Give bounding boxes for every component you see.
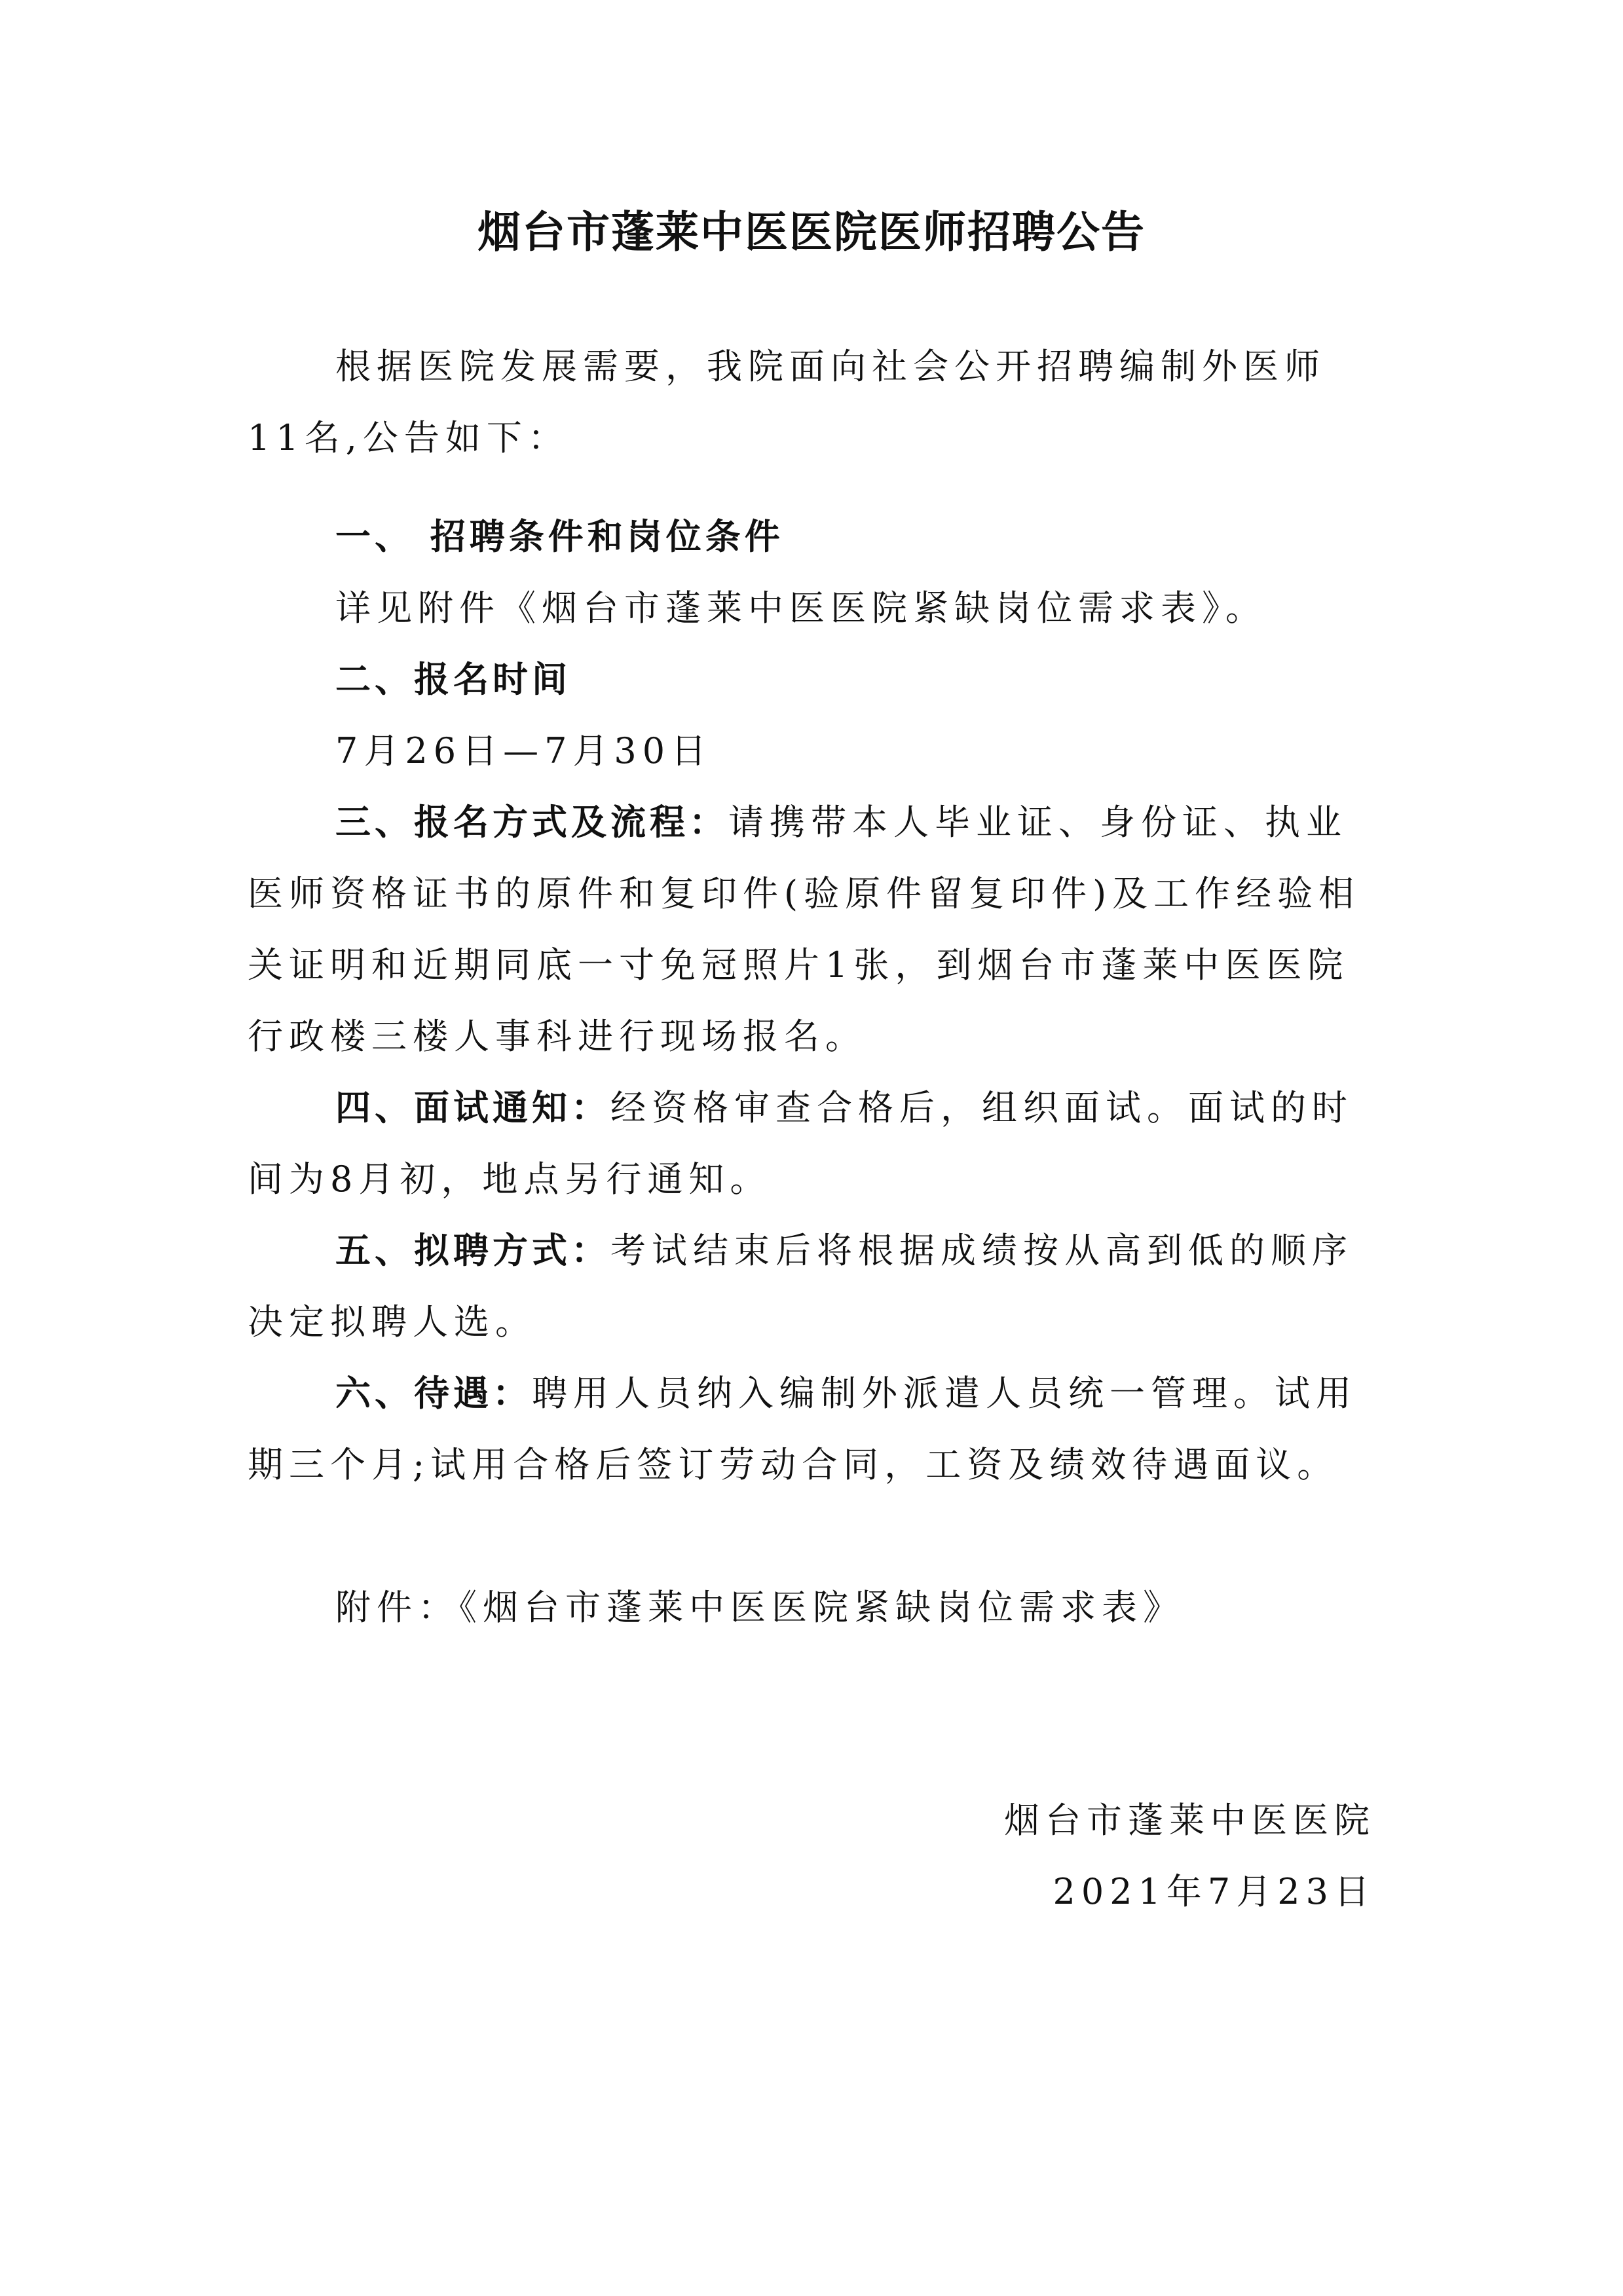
attachment-line: 附件：《烟台市蓬莱中医医院紧缺岗位需求表》: [335, 1587, 1184, 1628]
intro-paragraph: 根据医院发展需要，我院面向社会公开招聘编制外医师11名,公告如下：: [248, 346, 1326, 458]
section-6-paragraph: [248, 1358, 1375, 1500]
section-3-paragraph: [248, 787, 1375, 1072]
section-5-paragraph: [248, 1215, 1375, 1358]
section-5-body: 考试结束后将根据成绩按从高到低的顺序决定拟聘人选。: [248, 1230, 1353, 1342]
signature-organization: 烟台市蓬莱中医医院: [1004, 1800, 1375, 1841]
section-4-heading: 四、面试通知：: [335, 1087, 610, 1128]
section-3-body: 请携带本人毕业证、身份证、执业医师资格证书的原件和复印件(验原件留复印件)及工作经验相关证明和近期同底一寸免冠照片1张，到烟台市蓬莱中医医院行政楼三楼人事科进行现场报名。: [248, 802, 1360, 1057]
section-4-body: 经资格审查合格后，组织面试。面试的时间为8月初，地点另行通知。: [248, 1087, 1353, 1200]
section-5-heading: 五、拟聘方式：: [335, 1230, 610, 1271]
section-6-body: 聘用人员纳入编制外派遣人员统一管理。试用期三个月;试用合格后签订劳动合同，工资及绩效待遇面议。: [248, 1373, 1357, 1485]
section-2-heading: 二、报名时间: [335, 659, 571, 700]
section-3-heading: 三、报名方式及流程：: [335, 802, 728, 843]
signature-date: 2021年7月23日: [1053, 1871, 1375, 1912]
section-1-heading: 一、 招聘条件和岗位条件: [335, 516, 784, 557]
page-title: 烟台市蓬莱中医医院医师招聘公告: [477, 207, 1146, 257]
section-1-body: 详见附件《烟台市蓬莱中医医院紧缺岗位需求表》。: [335, 587, 1267, 629]
section-2-body: 7月26日—7月30日: [335, 730, 713, 771]
section-6-heading: 六、待遇：: [335, 1373, 532, 1414]
section-4-paragraph: [248, 1072, 1375, 1215]
